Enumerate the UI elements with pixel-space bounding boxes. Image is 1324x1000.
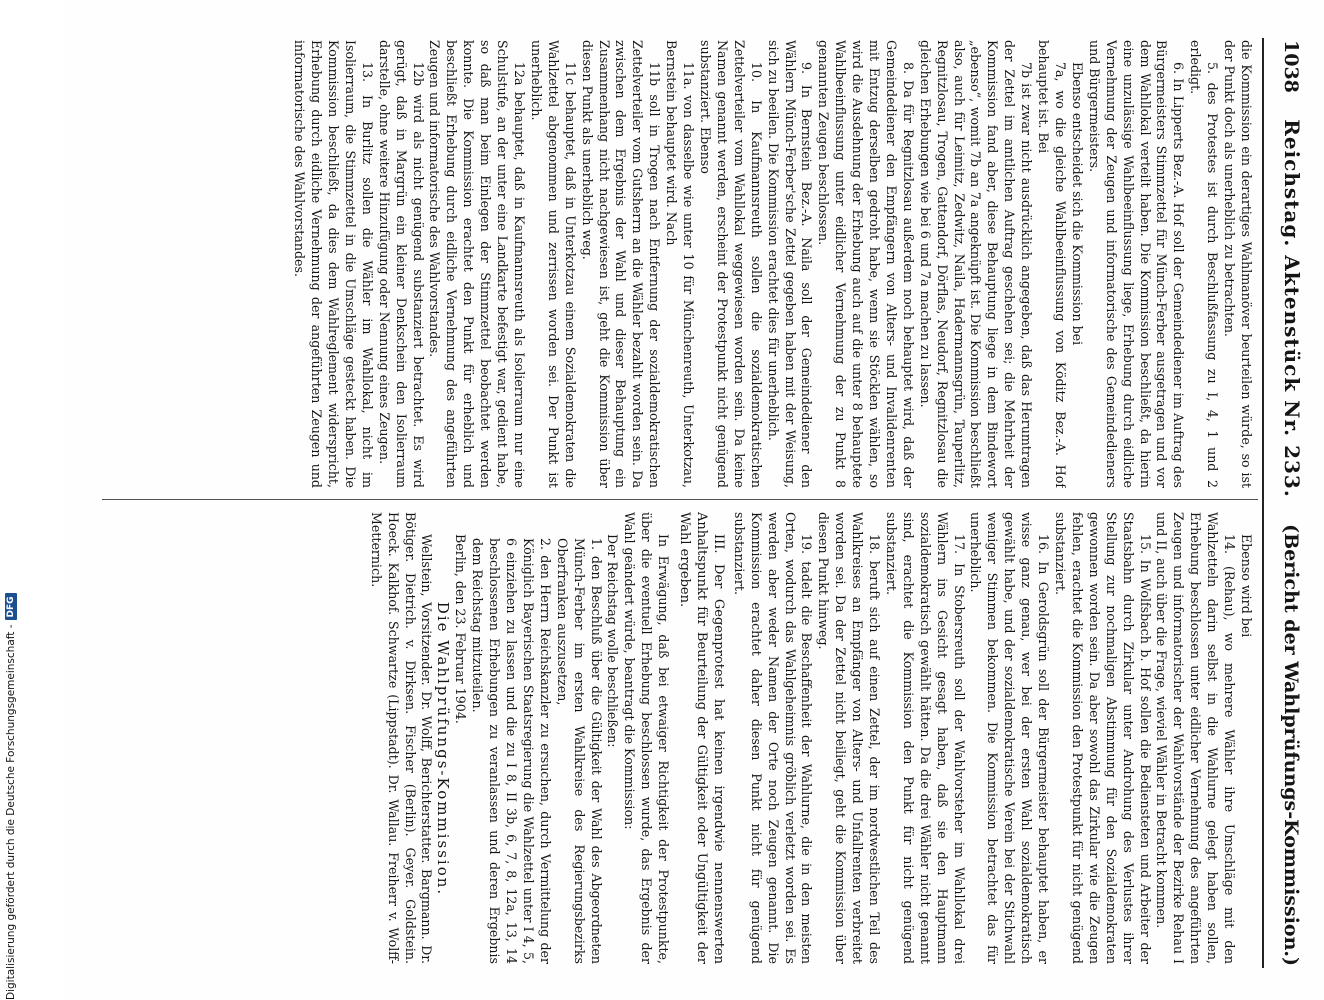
paragraph: 17. In Stobersreuth soll der Wahlvorsteher im Wahllokal drei Wählern ins Gesicht gesagt haben, daß sie den Hauptmann sozialdemokratisch gewählt hätten. Da die drei Wähler nicht genannt sind, erachtet die Kommission den Punkt für nicht genügend substanziert. [883, 512, 967, 964]
right-column [102, 512, 1254, 964]
paragraph: 16. In Geroldsgrün soll der Bürgermeister behauptet haben, er wisse ganz genau, wer bei der ersten Wahl sozialdemokratisch gewählt habe, und der sozialdemokratische Verein bei der Stichwahl weniger Stimmen bekommen. Die Kommission betrachtet das für unerheblich. [968, 512, 1052, 964]
paragraph: Ebenso entscheidet sich die Kommission bei [1069, 62, 1085, 346]
proposal-list [468, 512, 603, 964]
paragraph: In Erwägung, daß bei etwaiger Richtigkeit der Protestpunkte, über die eventuell Erhebung beschlossen wurde, das Ergebnis der Wahl geändert würde, beantragt die Kommission: [622, 512, 672, 964]
date-line: Berlin, den 23. Februar 1904. [453, 534, 469, 724]
paragraph: 12b wird als nicht genügend substanziert betrachtet. Es wird gerügt, daß in Margrün ein kleiner Denkschein den Isolierraum darstelle, ohne weitere Hinzufügung oder Nennung eines Zeugen. [376, 40, 426, 488]
digitization-note: Digitalisierung gefördert durch die Deutsche Forschungsgemeinschaft - [5, 624, 17, 1000]
paragraph: 9. In Bernstein Bez.-A. Naila soll der Gemeindediener den Wählern Münch-Ferber'sche Zettel gegeben haben mit der Weisung, sich zu beeilen. Die Kommission erachtet dies für unerheblich. [765, 40, 815, 488]
paragraph: Der Reichstag wolle beschließen: [605, 534, 621, 748]
paragraph: 7a, wo die gleiche Wahlbeeinflussung von Köditz Bez.-A. Hof behauptet ist. Bei [1036, 40, 1069, 488]
header-rule [1262, 38, 1264, 968]
paragraph: 19. tadelt die Beschaffenheit der Wahlurne, die in den meisten Orten, wodurch das Wahlgeheimnis gröblich verletzt worden sei. Es werden aber weder Namen der Orte noch Zeugen genannt. Die Kommission erachtet daher diesen Punkt nicht für genügend substanziert. [731, 512, 815, 964]
paragraph: 12a behauptet, daß in Kaufmannsreuth als Isolierraum nur eine Schulstufe, an der unter eine Landkarte befestigt war, gedient habe, so daß man beim Einlegen der Stimmzettel beobachtet werden konnte. Die Kommission erachtet den Punkt für erheblich und beschließt Erhebung durch eidliche Vernehmung des angeführten Zeugen und informatorische des Wahlvorstandes. [427, 40, 528, 488]
proposal-item: 1. den Beschluß über die Gültigkeit der Wahl des Abgeordneten Münch-Ferber im ersten Wahlkreise des Regierungsbezirks Oberfranken auszusetzen, [554, 538, 604, 964]
paragraph: 13. In Burlitz sollen die Wähler im Wahllokal, nicht im Isolierraum, die Stimmzettel in die Umschläge gesteckt haben. Die Kommission beschließt, da dies dem Wahlreglement widerspricht, Erhebung durch eidliche Vernehmung der angeführten Zeugen und informatorische des Wahlvorstandes. [292, 40, 375, 488]
paragraph: 14. (Rehau), wo mehrere Wähler ihre Umschläge mit den Wahlzetteln darin selbst in die Wahlurne gelegt haben sollen, Erhebung beschlossen unter eidlicher Vernehmung des angeführten Zeugen und informatorischer der Wahlvorstände der Bezirke Rehau I und II, auch über die Frage, wieviel Wähler in Betracht kommen. [1154, 512, 1238, 964]
paragraph: 11c behauptet, daß in Unterkotzau einem Sozialdemokraten die Wahlzettel abgenommen und zerrissen worden sei. Der Punkt ist unerheblich. [528, 40, 578, 488]
commission-heading: Die Wahlprüfungs-Kommission. [434, 601, 453, 897]
signature-list: Wellstein, Vorsitzender. Dr. Wolff, Berichterstatter. Bargmann. Dr. Bötiger. Dietrich. v. Dirksen. Fischer (Berlin). Geyer. Goldstein. Hoeck. Kalkhof. Schwartze (Lippstadt). Dr. Wallau. Freiherr v. Wolff-Metternich. [368, 512, 435, 964]
paragraph: 11b soll in Trogen nach Entfernung der sozialdemokratischen Zettelverteiler vom Gutsherrn an die Wähler bezahlt worden sein. Da zwischen dem Ergebnis der Wahl und dieser Behauptung ein Zusammenhang nicht nachgewiesen ist, geht die Kommission über diesen Punkt als unerheblich weg. [579, 40, 663, 488]
paragraph: 11a. von dasselbe wie unter 10 für Münchenreuth, Unterkotzau, Bernstein behauptet wird. Nach [664, 40, 697, 488]
page-number: 1038 [1280, 40, 1302, 93]
paragraph: 15. In Wolfsbach b. Hof sollen die Bediensteten und Arbeiter der Staatsbahn durch Zirkular unter Androhung des Verlustes ihrer Stellung zur nochmaligen Abstimmung für den Sozialdemokraten gewonnen worden sein. Da aber sowohl das Zirkular wie die Zeugen fehlen, erachtet die Kommission den Protestpunkt für nicht genügend substanziert. [1053, 512, 1153, 964]
proposal-item: 2. den Herrn Reichskanzler zu ersuchen, durch Vermittelung der Königlich Bayerischen Staatsregierung die Wahlzettel unter I 4, 5, 6 einziehen zu lassen und die zu I 8, II 3b, 6, 7, 8, 12a, 13, 14 beschlossenen Erhebungen zu veranlassen und deren Ergebnis dem Reichstag mitzuteilen. [470, 538, 553, 964]
paragraph: 18. beruft sich auf einen Zettel, der im nordwestlichen Teil des Wahlkreises an Empfänger von Alters- und Unfallrenten verbreitet worden sei. Da der Zettel nicht beiliegt, geht die Kommission über diesen Punkt hinweg. [816, 512, 883, 964]
page-subtitle: (Bericht der Wahlprüfungs-Kommission.) [1280, 524, 1302, 966]
page-title: Reichstag. Aktenstück Nr. 233. [1280, 119, 1304, 498]
left-column [102, 40, 1254, 488]
paragraph: 10. In Kaufmannsreuth sollen die sozialdemokratischen Zettelverteiler vom Wahllokal weggewiesen worden sein. Da keine Namen genannt werden, erscheint der Protestpunkt nicht genügend substanziert. Ebenso [698, 40, 764, 488]
paragraph: 8. Da für Regnitzlosau außerdem noch behauptet wird, daß der Gemeindediener den Empfängern von Alters- und Invalidenrenten mit Entzug derselben gedroht habe, wenn sie Stöcklen wählen, so wird die Ausdehnung der Erhebung auch auf die unter 8 behauptete Wahlbeeinflussung unter eidlicher Vernehmung der zu Punkt 8 genannten Zeugen beschlossen. [816, 40, 916, 488]
dfg-logo: DFG [5, 593, 17, 620]
paragraph: die Kommission ein derartiges Wahlmanöver beurteilen würde, so ist der Punkt doch als unerheblich zu betrachten. [1222, 40, 1254, 488]
column-divider [102, 499, 1258, 500]
paragraph: 7b ist zwar nicht ausdrücklich angegeben, daß das Herumtragen der Zettel im amtlichen Auftrag geschehen sei; die Mehrheit der Kommission fand aber, diese Behauptung liege in dem Bindewort „ebenso“, womit 7b an 7a angeknüpft ist. Die Kommission beschließt also, auch für Leimitz, Zedwitz, Naila, Hadermannsgrün, Tauperlitz, Regnitzlosau, Trogen, Gattendorf, Dörflas, Neudorf, Regnitzlosau die gleichen Erhebungen wie bei 6 und 7a machen zu lassen. [917, 40, 1035, 488]
document-page [62, 0, 1324, 1000]
paragraph: Ebenso wird bei [1239, 534, 1254, 638]
digitization-caption [4, 0, 18, 1000]
page-header [1268, 40, 1304, 966]
paragraph: 6. In Lipperts Bez.-A. Hof soll der Gemeindediener im Auftrag des Bürgermeisters Stimmzettel für Münch-Ferber ausgetragen und vor dem Wahllokal verteilt haben. Die Kommission beschließt, da hierin eine unzulässige Wahlbeeinflussung liege, Erhebung durch eidliche Vernehmung der Zeugen und informatorische des Gemeindedieners und Bürgermeisters. [1086, 40, 1187, 488]
paragraph: 5. des Protestes ist durch Beschlußfassung zu I, 4, 1 und 2 erledigt. [1188, 40, 1221, 488]
section-heading: III. Der Gegenprotest hat keinen irgendwie nennenswerten Anhaltspunkt für Beurteilung der Gültigkeit oder Ungültigkeit der Wahl ergeben. [677, 512, 726, 964]
